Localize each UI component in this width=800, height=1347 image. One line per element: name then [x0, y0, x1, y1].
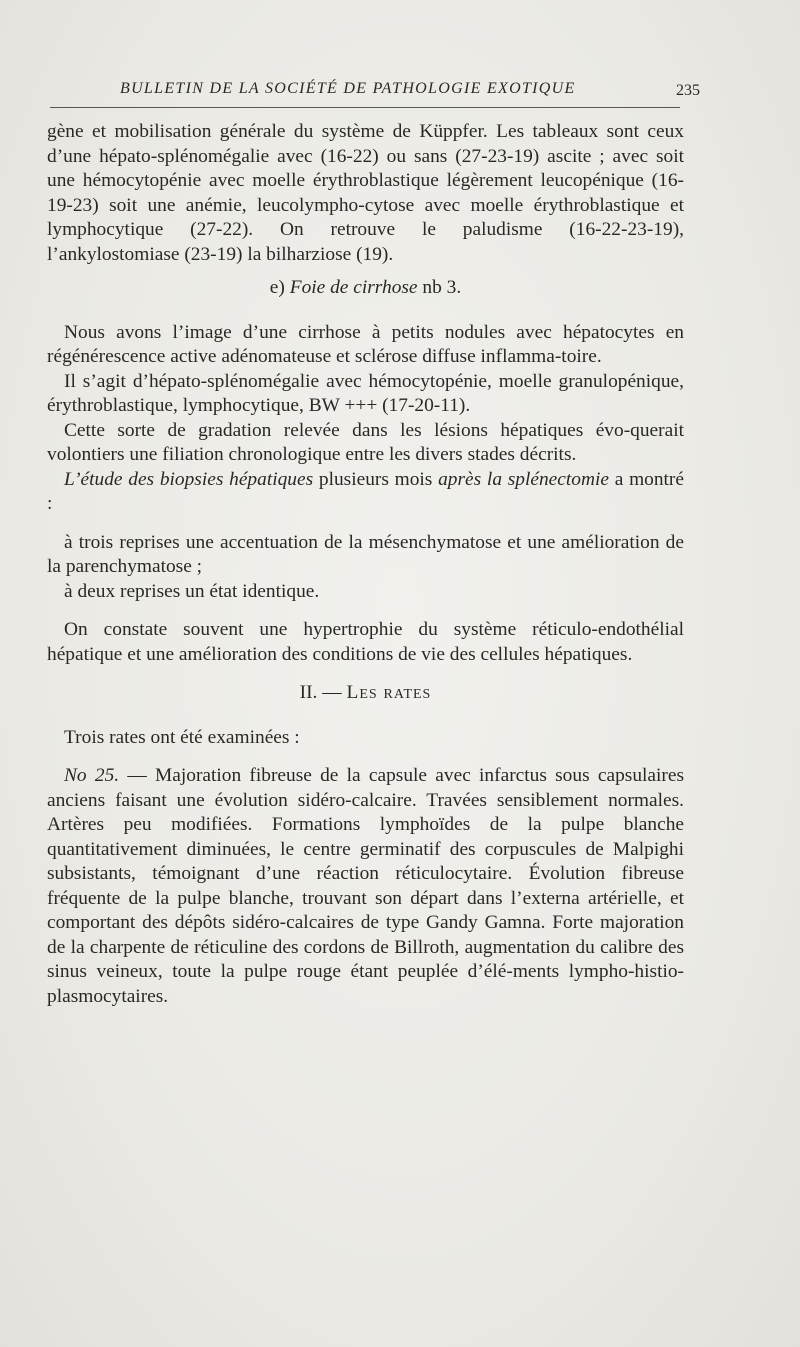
running-head — [46, 80, 700, 104]
paragraph-case-25 — [47, 764, 684, 1009]
paragraph-observation: On constate souvent une hypertrophie du système réticulo-endothélial hépatique et une amélioration des conditions de vie des cellules hépatiques. — [47, 619, 684, 665]
paragraph-gradation: Cette sorte de gradation relevée dans les lésions hépatiques évo-querait volontiers une filiation chronologique entre les divers stades décrits. — [47, 419, 684, 465]
subsection-title: Foie de cirrhose — [289, 277, 418, 298]
journal-title: BULLETIN DE LA SOCIÉTÉ DE PATHOLOGIE EXOTIQUE — [120, 80, 576, 97]
list-item: à trois reprises une accentuation de la mésenchymatose et une amélioration de la parenchymatose ; — [47, 531, 684, 577]
header-rule — [50, 107, 680, 108]
after-splenectomy-phrase: après la splénectomie — [438, 468, 609, 490]
paragraph-spleens-intro: Trois rates ont été examinées : — [64, 726, 300, 748]
biopsy-study-mid: plusieurs mois — [318, 468, 433, 490]
paragraph-intro: gène et mobilisation générale du système de Küppfer. Les tableaux sont ceux d’une hépato-splénomégalie avec (16-22) ou sans (27-23-19) ascite ; avec soit une hémocytopénie avec moelle érythroblastique légèrement leucopénique (16-19-23) soit une anémie, leucolympho-cytose avec moelle érythroblastique et lymphocytique (27-22). On retrouve le paludisme (16-22-23-19), l’ankylostomiase (23-19) la bilharziose (19). — [47, 121, 684, 265]
subsection-heading-e — [47, 276, 684, 301]
list-item: à deux reprises un état identique. — [64, 580, 320, 602]
section-number: II. — — [299, 682, 342, 703]
case-description: — Majoration fibreuse de la capsule avec infarctus sous capsulaires anciens faisant une évolution sidéro-calcaire. Travées sensiblement normales. Artères peu modifiées. Formations lymphoïdes de la pulpe blanche quantitativement diminuées, le centre germinatif des corpuscules de Malpighi subsistants, témoignant d’une réaction réticulocytaire. Évolution fibreuse fréquente de la pulpe blanche, trouvant son départ dans l’externa artérielle, et comportant des dépôts sidéro-calcaires de type Gandy Gamna. Forte majoration de la charpente de réticuline des cordons de Billroth, augmentation du calibre des sinus veineux, toute la pulpe rouge étant peuplée d’élé-ments lympho-histio-plasmocytaires. — [47, 765, 685, 1007]
body-text — [47, 120, 684, 1009]
page-number: 235 — [676, 82, 700, 99]
paragraph-biopsy-study — [47, 468, 684, 517]
biopsy-study-end: a montré : — [47, 468, 685, 514]
paragraph-cirrhosis: Nous avons l’image d’une cirrhose à petits nodules avec hépatocytes en régénérescence active adénomateuse et sclérose diffuse inflamma-toire. — [47, 321, 684, 367]
section-heading — [47, 681, 684, 706]
paragraph-hepatosplenomegaly: Il s’agit d’hépato-splénomégalie avec hémocytopénie, moelle granulopénique, érythroblastique, lymphocytique, BW +++ (17-20-11). — [47, 370, 684, 416]
subsection-suffix: nb 3. — [422, 277, 462, 298]
section-title: Les rates — [346, 682, 432, 703]
subsection-label: e) — [269, 277, 285, 298]
biopsy-study-phrase: L’étude des biopsies hépatiques — [64, 468, 314, 490]
case-number: No 25. — [64, 765, 120, 786]
